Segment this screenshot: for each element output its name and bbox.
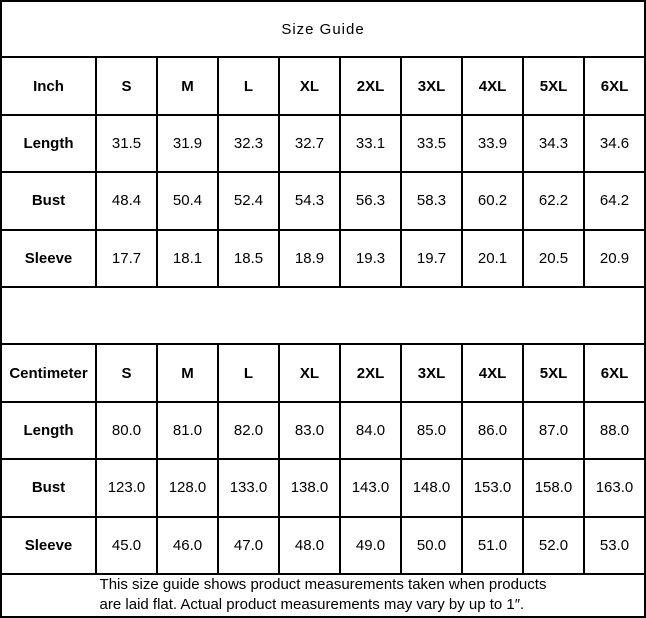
measurement-value-cell: 64.2	[584, 172, 645, 229]
size-header-cell: 2XL	[340, 57, 401, 114]
size-header-cell: S	[96, 344, 157, 401]
title-row	[1, 1, 645, 57]
measurement-value-cell: 18.1	[157, 230, 218, 287]
footer-row	[1, 574, 645, 617]
measurement-row	[1, 517, 645, 574]
measurement-value-cell: 46.0	[157, 517, 218, 574]
size-header-row	[1, 344, 645, 401]
measurement-value-cell: 87.0	[523, 402, 584, 459]
size-header-cell: 6XL	[584, 344, 645, 401]
measurement-value-cell: 158.0	[523, 459, 584, 516]
page-title: Size Guide	[1, 1, 645, 57]
measurement-value-cell: 54.3	[279, 172, 340, 229]
measurement-value-cell: 50.4	[157, 172, 218, 229]
size-header-cell: 5XL	[523, 57, 584, 114]
measurement-value-cell: 48.4	[96, 172, 157, 229]
measurement-label-cell: Bust	[1, 459, 96, 516]
unit-label-cell: Inch	[1, 57, 96, 114]
size-header-cell: 3XL	[401, 57, 462, 114]
measurement-value-cell: 128.0	[157, 459, 218, 516]
unit-label-cell: Centimeter	[1, 344, 96, 401]
measurement-value-cell: 20.5	[523, 230, 584, 287]
measurement-label-cell: Sleeve	[1, 517, 96, 574]
measurement-value-cell: 133.0	[218, 459, 279, 516]
measurement-value-cell: 82.0	[218, 402, 279, 459]
size-header-cell: L	[218, 57, 279, 114]
measurement-value-cell: 49.0	[340, 517, 401, 574]
measurement-value-cell: 34.3	[523, 115, 584, 172]
size-header-cell: 4XL	[462, 57, 523, 114]
measurement-row	[1, 459, 645, 516]
measurement-value-cell: 123.0	[96, 459, 157, 516]
measurement-row	[1, 402, 645, 459]
measurement-value-cell: 18.5	[218, 230, 279, 287]
size-header-cell: 6XL	[584, 57, 645, 114]
size-header-cell: 3XL	[401, 344, 462, 401]
measurement-value-cell: 51.0	[462, 517, 523, 574]
measurement-value-cell: 85.0	[401, 402, 462, 459]
size-header-row	[1, 57, 645, 114]
footer-note-text	[100, 575, 547, 615]
size-header-cell: L	[218, 344, 279, 401]
measurement-value-cell: 153.0	[462, 459, 523, 516]
size-header-cell: 5XL	[523, 344, 584, 401]
measurement-value-cell: 32.7	[279, 115, 340, 172]
measurement-label-cell: Sleeve	[1, 230, 96, 287]
centimeter-table-section	[1, 344, 645, 574]
measurement-value-cell: 20.1	[462, 230, 523, 287]
footer-section	[1, 574, 645, 617]
measurement-row	[1, 115, 645, 172]
size-header-cell: M	[157, 57, 218, 114]
measurement-value-cell: 62.2	[523, 172, 584, 229]
measurement-value-cell: 20.9	[584, 230, 645, 287]
footer-note	[1, 574, 645, 617]
footer-line-1: This size guide shows product measurements taken when products	[99, 576, 547, 594]
measurement-value-cell: 33.5	[401, 115, 462, 172]
measurement-value-cell: 19.7	[401, 230, 462, 287]
measurement-row	[1, 172, 645, 229]
measurement-value-cell: 80.0	[96, 402, 157, 459]
measurement-value-cell: 32.3	[218, 115, 279, 172]
footer-line-2: are laid flat. Actual product measurements may vary by up to 1″.	[99, 596, 525, 614]
measurement-value-cell: 34.6	[584, 115, 645, 172]
measurement-value-cell: 52.4	[218, 172, 279, 229]
size-header-cell: XL	[279, 344, 340, 401]
measurement-row	[1, 230, 645, 287]
measurement-value-cell: 88.0	[584, 402, 645, 459]
size-header-cell: XL	[279, 57, 340, 114]
size-header-cell: 4XL	[462, 344, 523, 401]
measurement-value-cell: 148.0	[401, 459, 462, 516]
measurement-value-cell: 31.9	[157, 115, 218, 172]
measurement-value-cell: 86.0	[462, 402, 523, 459]
measurement-value-cell: 163.0	[584, 459, 645, 516]
measurement-value-cell: 47.0	[218, 517, 279, 574]
spacer-section	[1, 287, 645, 344]
measurement-value-cell: 83.0	[279, 402, 340, 459]
measurement-value-cell: 84.0	[340, 402, 401, 459]
measurement-value-cell: 18.9	[279, 230, 340, 287]
measurement-value-cell: 19.3	[340, 230, 401, 287]
size-header-cell: M	[157, 344, 218, 401]
inch-table-section	[1, 57, 645, 287]
measurement-value-cell: 50.0	[401, 517, 462, 574]
measurement-value-cell: 48.0	[279, 517, 340, 574]
measurement-value-cell: 17.7	[96, 230, 157, 287]
measurement-value-cell: 53.0	[584, 517, 645, 574]
measurement-value-cell: 33.9	[462, 115, 523, 172]
size-header-cell: S	[96, 57, 157, 114]
measurement-value-cell: 60.2	[462, 172, 523, 229]
spacer-row	[1, 287, 645, 344]
measurement-value-cell: 58.3	[401, 172, 462, 229]
size-header-cell: 2XL	[340, 344, 401, 401]
measurement-value-cell: 81.0	[157, 402, 218, 459]
measurement-value-cell: 143.0	[340, 459, 401, 516]
spacer-cell	[1, 287, 645, 344]
title-section	[1, 1, 645, 57]
measurement-value-cell: 45.0	[96, 517, 157, 574]
measurement-value-cell: 56.3	[340, 172, 401, 229]
measurement-value-cell: 33.1	[340, 115, 401, 172]
measurement-value-cell: 138.0	[279, 459, 340, 516]
measurement-label-cell: Bust	[1, 172, 96, 229]
measurement-value-cell: 31.5	[96, 115, 157, 172]
measurement-label-cell: Length	[1, 402, 96, 459]
measurement-label-cell: Length	[1, 115, 96, 172]
measurement-value-cell: 52.0	[523, 517, 584, 574]
